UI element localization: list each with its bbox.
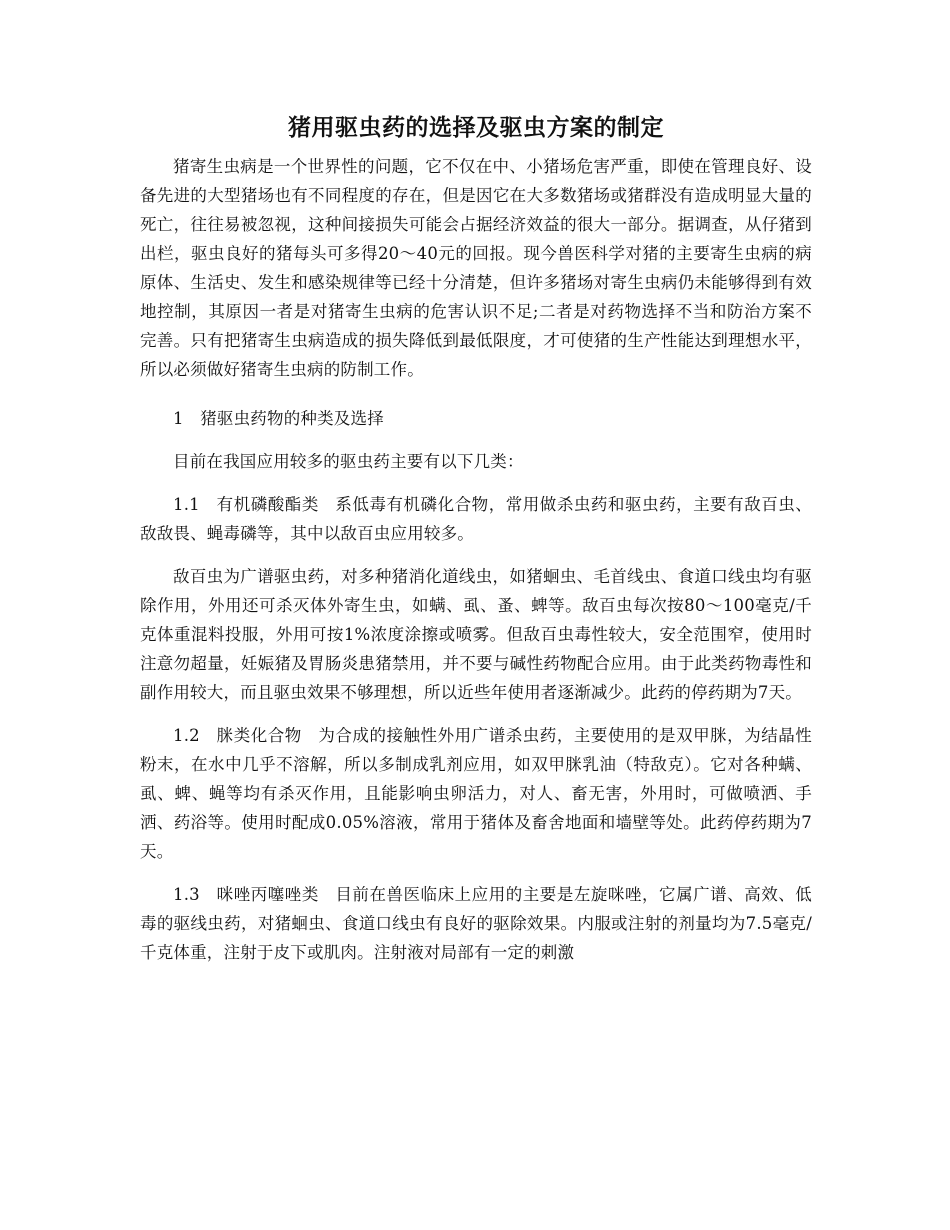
- subsection-number: 1.2: [173, 726, 200, 745]
- section-heading-1: [140, 404, 812, 433]
- subsection-1-2: [140, 721, 812, 866]
- intro-paragraph: [140, 152, 812, 384]
- paragraph-text: 敌百虫为广谱驱虫药，对多种猪消化道线虫，如猪蛔虫、毛首线虫、食道口线虫均有驱除作用，外用还可杀灭体外寄生虫，如螨、虱、蚤、蜱等。敌百虫每次按80～100毫克/千克体重混料投服，外用可按1%浓度涂擦或喷雾。但敌百虫毒性较大，安全范围窄，使用时注意勿超量，妊娠猪及胃肠炎患猪禁用，并不要与碱性药物配合应用。由于此类药物毒性和副作用较大，而且驱虫效果不够理想，所以近些年使用者逐渐减少。此药的停药期为7天。: [140, 567, 812, 702]
- paragraph-text: 系低毒有机磷化合物，常用做杀虫药和驱虫药，主要有敌百虫、敌敌畏、蝇毒磷等，其中以敌百虫应用较多。: [140, 495, 812, 543]
- paragraph-text: 目前在兽医临床上应用的主要是左旋咪唑，它属广谱、高效、低毒的驱线虫药，对猪蛔虫、食道口线虫有良好的驱除效果。内服或注射的剂量均为7.5毫克/千克体重，注射于皮下或肌肉。注射液对局部有一定的刺激: [140, 885, 812, 962]
- paragraph-text: 目前在我国应用较多的驱虫药主要有以下几类：: [173, 452, 524, 471]
- subsection-name: 咪唑丙噻唑类: [216, 885, 319, 904]
- subsection-1-3: [140, 880, 812, 967]
- subsection-1-1: [140, 490, 812, 548]
- paragraph-text: 猪寄生虫病是一个世界性的问题，它不仅在中、小猪场危害严重，即使在管理良好、设备先进的大型猪场也有不同程度的存在，但是因它在大多数猪场或猪群没有造成明显大量的死亡，往往易被忽视，这种间接损失可能会占据经济效益的很大一部分。据调查，从仔猪到出栏，驱虫良好的猪每头可多得20～40元的回报。现今兽医科学对猪的主要寄生虫病的病原体、生活史、发生和感染规律等已经十分清楚，但许多猪场对寄生虫病仍未能够得到有效地控制，其原因一者是对猪寄生虫病的危害认识不足;二者是对药物选择不当和防治方案不完善。只有把猪寄生虫病造成的损失降低到最低限度，才可使猪的生产性能达到理想水平，所以必须做好猪寄生虫病的防制工作。: [140, 157, 812, 379]
- subsection-name: 有机磷酸酯类: [216, 495, 319, 514]
- subsection-name: 脒类化合物: [216, 726, 302, 745]
- section-number: 1: [173, 409, 184, 428]
- subsection-number: 1.1: [173, 495, 200, 514]
- document-title: 猪用驱虫药的选择及驱虫方案的制定: [288, 115, 664, 141]
- dichlorvos-paragraph: [140, 562, 812, 707]
- section-heading-text: 猪驱虫药物的种类及选择: [200, 409, 384, 428]
- paragraph-text: 为合成的接触性外用广谱杀虫药，主要使用的是双甲脒，为结晶性粉末，在水中几乎不溶解，所以多制成乳剂应用，如双甲脒乳油（特敌克）。它对各种螨、虱、蜱、蝇等均有杀灭作用，且能影响虫卵活力，对人、畜无害，外用时，可做喷洒、手洒、药浴等。使用时配成0.05%溶液，常用于猪体及畜舍地面和墙壁等处。此药停药期为7天。: [140, 726, 813, 861]
- subsection-number: 1.3: [173, 885, 200, 904]
- section-intro-paragraph: [140, 447, 812, 476]
